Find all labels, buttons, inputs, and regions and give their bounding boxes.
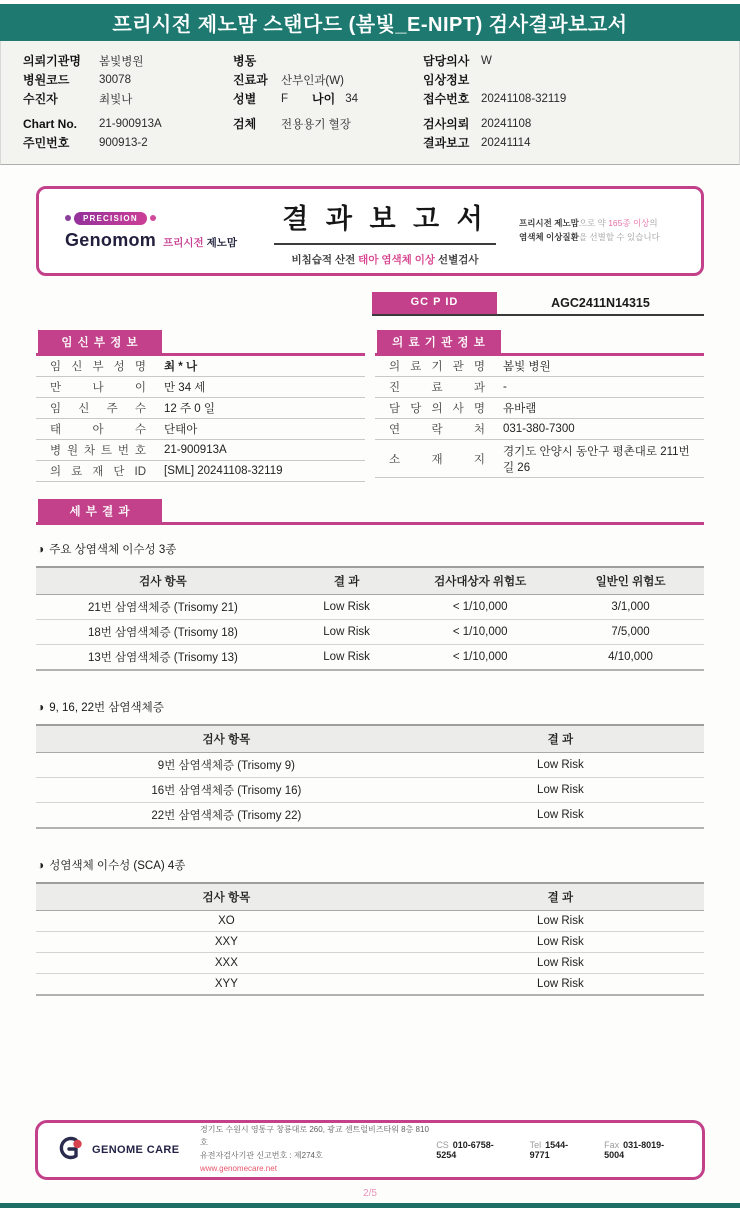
sca-section-title: 성염색체 이수성 (SCA) 4종: [49, 860, 186, 872]
table-row: 18번 삼염색체증 (Trisomy 18) Low Risk < 1/10,000 7/5,000: [36, 620, 704, 645]
field-hospital-code: 병원코드 30078: [23, 73, 131, 87]
field-patient-name: 수진자 최빛나: [23, 92, 133, 106]
footer-contacts: [436, 1140, 684, 1160]
patient-header-col3: [423, 51, 739, 152]
report-title-bar: [0, 4, 740, 41]
genomecare-wordmark: GENOME CARE: [92, 1144, 180, 1156]
field-clinical-info: 임상정보: [423, 73, 470, 87]
field-sex-age: 성별 F 나이 34: [233, 92, 359, 106]
table-row: 9번 삼염색체증 (Trisomy 9) Low Risk: [36, 753, 704, 778]
detailed-results: [36, 499, 704, 996]
table-row: XXY Low Risk: [36, 932, 704, 953]
footer-tel: Tel 1544-9771: [529, 1140, 569, 1160]
genomom-logo: [65, 212, 257, 251]
banner-note: 프리시전 제노맘으로 약 165종 이상의 염색체 이상질환을 선별할 수 있습니다: [519, 218, 660, 242]
institution-info-header: 의 료 기 관 정 보: [377, 330, 501, 353]
patient-header: [0, 41, 740, 165]
report-title: 프리시전 제노맘 스탠다드 (봄빛_E-NIPT) 검사결과보고서: [112, 14, 628, 36]
field-receipt-no: 접수번호 20241108-32119: [423, 92, 567, 106]
institution-dept-row: 진 료 과 -: [375, 377, 704, 398]
institution-info-table: [375, 330, 704, 482]
hospital-chart-row: 병 원 차 트 번 호 21-900913A: [36, 440, 365, 461]
field-specimen: 검체 전용용기 혈장: [233, 117, 351, 131]
banner-title-block: [257, 195, 513, 267]
footer-cs: CS 010-6758-5254: [436, 1140, 494, 1160]
mother-name-row: 임 신 부 성 명 최 * 나: [36, 356, 365, 377]
table-row: XXX Low Risk: [36, 953, 704, 974]
fetus-count-row: 태 아 수 단태아: [36, 419, 365, 440]
banner-subtitle: 비침습적 산전 태아 염색체 이상 선별검사: [291, 254, 479, 266]
institution-phone-row: 연 락 처 031-380-7300: [375, 419, 704, 440]
field-requesting-org: 의뢰기관명 봄빛병원: [23, 54, 144, 68]
half-circle-bullet-icon: ◑: [37, 542, 45, 556]
field-ward: 병동: [233, 54, 257, 68]
sca-section: [36, 857, 704, 996]
table-row: 21번 삼염색체증 (Trisomy 21) Low Risk < 1/10,000 3/1,000: [36, 595, 704, 620]
gestation-weeks-row: 임 신 주 수 12 주 0 일: [36, 398, 365, 419]
field-request-date: 검사의뢰 20241108: [423, 117, 532, 131]
trisomy-9-16-22-section: [36, 699, 704, 829]
genomecare-logo: [52, 1133, 200, 1168]
mother-info-header: 임 신 부 정 보: [38, 330, 162, 353]
gcp-id-row: [36, 292, 704, 316]
table-row: XYY Low Risk: [214, 978, 584, 990]
table-row: 22번 삼염색체증 (Trisomy 22) Low Risk: [151, 809, 584, 822]
institution-doctor-row: 담 당 의 사 명 유바램: [375, 398, 704, 419]
details-header: 세 부 결 과: [38, 499, 162, 522]
field-chart-no: Chart No. 21-900913A: [23, 116, 162, 131]
gcp-id-label: GC P ID: [372, 292, 497, 314]
footer-website-link[interactable]: www.genomecare.net: [200, 1163, 277, 1173]
badge-dot-left-icon: [65, 215, 71, 221]
column-header: 검사 항목: [36, 883, 417, 911]
precision-badge: PRECISION: [65, 212, 257, 225]
mother-info-table: [36, 330, 365, 482]
column-header: 검사 항목: [36, 725, 417, 753]
brand-name: Genomom: [65, 229, 157, 250]
field-doctor: 담당의사 W: [423, 54, 492, 68]
table-row: XO Low Risk: [36, 911, 704, 932]
mother-age-row: 만 나 이 만 34 세: [36, 377, 365, 398]
table-row: 16번 삼염색체증 (Trisomy 16) Low Risk: [36, 778, 704, 803]
footer: [35, 1120, 705, 1180]
sca-table: [36, 882, 704, 996]
footer-fax: Fax 031-8019-5004: [604, 1140, 665, 1160]
banner-title: 결 과 보 고 서: [274, 197, 495, 245]
column-header: 결 과: [290, 567, 404, 595]
institution-name-row: 의 료 기 관 명 봄빛 병원: [375, 356, 704, 377]
gcp-id-value: AGC2411N14315: [551, 296, 650, 310]
field-resident-no: 주민번호 900913-2: [23, 136, 148, 150]
badge-dot-right-icon: [150, 215, 156, 221]
autosome-section: [36, 541, 704, 671]
footer-address-line1: 경기도 수원시 영통구 창룡대로 260, 광교 센트럴비즈타워 8층 810호: [200, 1125, 429, 1148]
page-number: 2/5: [363, 1188, 377, 1199]
institution-address-row: 소 재 지 경기도 안양시 동안구 평촌대로 211번길 26: [375, 440, 704, 478]
result-banner: [36, 186, 704, 276]
bottom-accent-bar: [0, 1203, 740, 1208]
footer-address: [200, 1124, 436, 1175]
half-circle-bullet-icon: ◑: [37, 858, 45, 872]
column-header: 검사대상자 위험도: [403, 567, 557, 595]
genomecare-logo-icon: [52, 1133, 86, 1168]
column-header: 결 과: [417, 725, 704, 753]
autosome-risk-table: [36, 566, 704, 671]
half-circle-bullet-icon: ◑: [37, 700, 45, 714]
column-header: 검사 항목: [36, 567, 290, 595]
table-row: 13번 삼염색체증 (Trisomy 13) Low Risk < 1/10,000 4/10,000: [87, 651, 653, 664]
foundation-id-row: 의 료 재 단 ID [SML] 20241108-32119: [36, 461, 365, 482]
trisomy-9-16-22-table: [36, 724, 704, 829]
column-header: 결 과: [417, 883, 704, 911]
patient-header-col2: [233, 51, 423, 152]
trisomy-9-16-22-title: 9, 16, 22번 삼염색체증: [49, 702, 164, 714]
info-tables: [36, 330, 704, 482]
autosome-section-title: 주요 상염색체 이수성 3종: [49, 544, 177, 556]
field-report-date: 결과보고 20241114: [423, 136, 531, 150]
field-department: 진료과 산부인과(W): [233, 73, 344, 87]
footer-address-line2: 유전자검사기관 신고번호 : 제274호: [200, 1151, 323, 1160]
brand-name-korean: 프리시전 제노맘: [163, 236, 238, 249]
column-header: 일반인 위험도: [557, 567, 704, 595]
patient-header-col1: [23, 51, 233, 152]
